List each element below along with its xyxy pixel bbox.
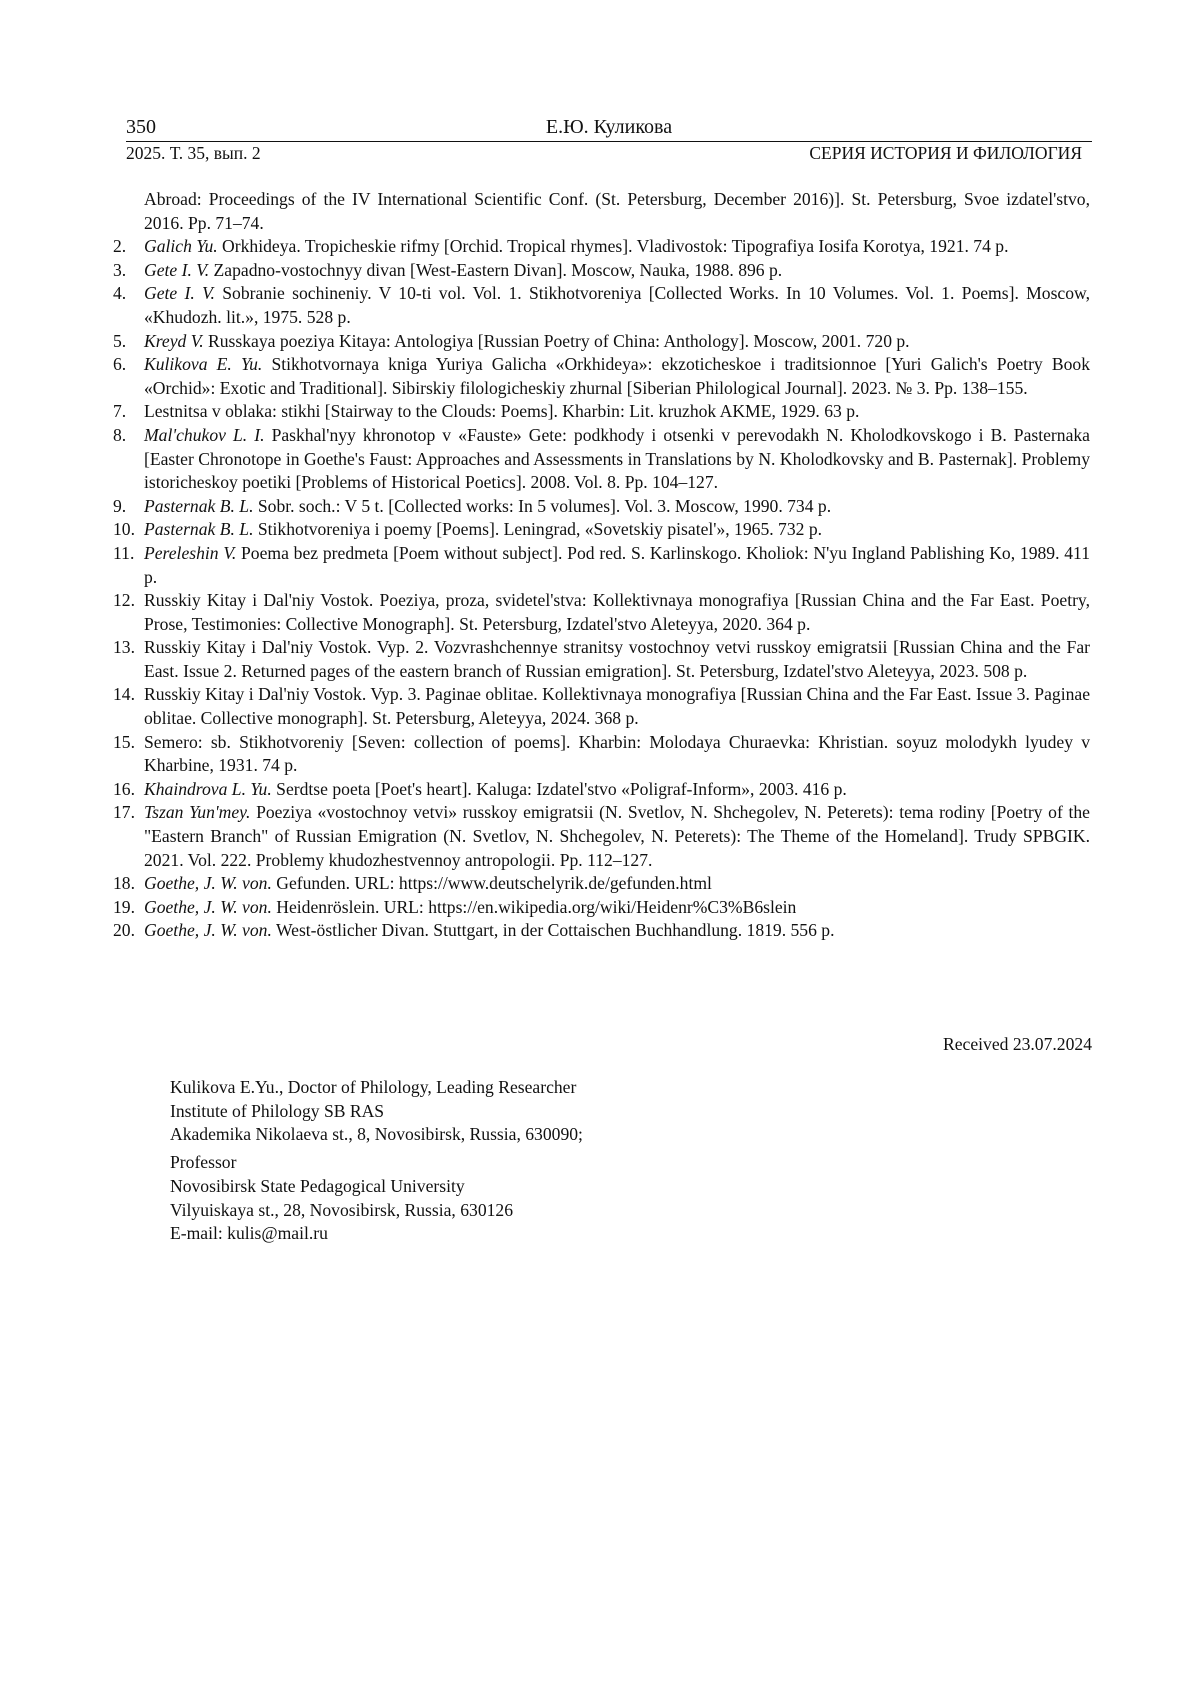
reference-author: Pasternak B. L. — [144, 496, 253, 516]
affiliation-line: Institute of Philology SB RAS — [170, 1100, 583, 1124]
reference-item — [113, 919, 1090, 943]
reference-item — [113, 896, 1090, 920]
reference-author: Khaindrova L. Yu. — [144, 779, 272, 799]
reference-item — [113, 542, 1090, 589]
reference-number: 12. — [113, 589, 135, 613]
reference-author: Galich Yu. — [144, 236, 218, 256]
header-author: Е.Ю. Куликова — [126, 114, 1092, 140]
reference-number: 6. — [113, 353, 126, 377]
reference-number: 14. — [113, 683, 135, 707]
reference-list — [113, 188, 1090, 943]
reference-item — [113, 518, 1090, 542]
reference-text: West-östlicher Divan. Stuttgart, in der Cottaischen Buchhandlung. 1819. 556 p. — [272, 920, 835, 940]
reference-text: Russkaya poeziya Kitaya: Antologiya [Russian Poetry of China: Anthology]. Moscow, 2001. 720 p. — [204, 331, 910, 351]
reference-number: 3. — [113, 259, 126, 283]
reference-number: 18. — [113, 872, 135, 896]
reference-author: Pereleshin V. — [144, 543, 236, 563]
reference-author: Mal'chukov L. I. — [144, 425, 265, 445]
reference-item — [113, 235, 1090, 259]
reference-item — [113, 801, 1090, 872]
reference-text: Stikhotvoreniya i poemy [Poems]. Leningrad, «Sovetskiy pisatel'», 1965. 732 p. — [253, 519, 822, 539]
page — [0, 0, 1200, 1698]
affiliation-line: Vilyuiskaya st., 28, Novosibirsk, Russia, 630126 — [170, 1199, 583, 1223]
reference-item — [113, 495, 1090, 519]
reference-text: Stikhotvornaya kniga Yuriya Galicha «Orkhideya»: ekzoticheskoe i traditsionnoe [Yuri Galich's Poetry Book «Orchid»: Exotic and Traditional]. Sibirskiy filologicheskiy zhurnal [Siberian Philological Journal]. 2023. № 3. Pp. 138–155. — [144, 354, 1090, 398]
reference-text: Sobr. soch.: V 5 t. [Collected works: In 5 volumes]. Vol. 3. Moscow, 1990. 734 p. — [253, 496, 831, 516]
reference-item — [113, 683, 1090, 730]
reference-number: 4. — [113, 282, 126, 306]
reference-continuation: Abroad: Proceedings of the IV International Scientific Conf. (St. Petersburg, December 2016)]. St. Petersburg, Svoe izdatel'stvo, 2016. Pp. 71–74. — [113, 188, 1090, 235]
reference-number: 17. — [113, 801, 135, 825]
reference-number: 7. — [113, 400, 126, 424]
reference-item — [113, 353, 1090, 400]
reference-text: Gefunden. URL: https://www.deutschelyrik.de/gefunden.html — [272, 873, 712, 893]
reference-number: 5. — [113, 330, 126, 354]
reference-author: Kulikova E. Yu. — [144, 354, 262, 374]
volume-info: 2025. Т. 35, вып. 2 — [126, 142, 261, 164]
reference-number: 11. — [113, 542, 134, 566]
affiliation-line: Kulikova E.Yu., Doctor of Philology, Leading Researcher — [170, 1076, 583, 1100]
reference-number: 13. — [113, 636, 135, 660]
reference-number: 9. — [113, 495, 126, 519]
reference-item — [113, 636, 1090, 683]
reference-author: Gete I. V. — [144, 260, 209, 280]
reference-item — [113, 400, 1090, 424]
reference-author: Gete I. V. — [144, 283, 215, 303]
reference-text: Russkiy Kitay i Dal'niy Vostok. Vyp. 3. Paginae oblitae. Kollektivnaya monografiya [Russian China and the Far East. Issue 3. Paginae oblitae. Collective monograph]. St. Petersburg, Aleteyya, 2024. 368 p. — [144, 684, 1090, 728]
reference-author: Kreyd V. — [144, 331, 204, 351]
reference-number: 20. — [113, 919, 135, 943]
reference-number: 2. — [113, 235, 126, 259]
reference-item — [113, 330, 1090, 354]
reference-item — [113, 282, 1090, 329]
reference-text: Semero: sb. Stikhotvoreniy [Seven: collection of poems]. Kharbin: Molodaya Churaevka: Khristian. soyuz molodykh lyudey v Kharbine, 1931. 74 p. — [144, 732, 1090, 776]
reference-author: Tszan Yun'mey. — [144, 802, 250, 822]
reference-text: Poeziya «vostochnoy vetvi» russkoy emigratsii (N. Svetlov, N. Shchegolev, N. Peterets): tema rodiny [Poetry of the "Eastern Branch" of Russian Emigration (N. Svetlov, N. Shchegolev, N. Peterets): The Theme of the Homeland]. Trudy SPBGIK. 2021. Vol. 222. Problemy khudozhestvennoy antropologii. Pp. 112–127. — [144, 802, 1090, 869]
running-header — [126, 114, 1092, 164]
reference-number: 15. — [113, 731, 135, 755]
reference-text: Russkiy Kitay i Dal'niy Vostok. Vyp. 2. Vozvrashchennye stranitsy vostochnoy vetvi russkoy emigratsii [Russian China and the Far East. Issue 2. Returned pages of the eastern branch of Russian emigration]. St. Petersburg, Izdatel'stvo Aleteyya, 2023. 508 p. — [144, 637, 1090, 681]
affiliation-line: Professor — [170, 1151, 583, 1175]
reference-text: Heidenröslein. URL: https://en.wikipedia.org/wiki/Heidenr%C3%B6slein — [272, 897, 796, 917]
reference-number: 16. — [113, 778, 135, 802]
reference-item — [113, 589, 1090, 636]
received-date: Received 23.07.2024 — [943, 1032, 1092, 1056]
reference-text: Lestnitsa v oblaka: stikhi [Stairway to the Clouds: Poems]. Kharbin: Lit. kruzhok AKME, 1929. 63 p. — [144, 401, 859, 421]
affiliation-line: E-mail: kulis@mail.ru — [170, 1222, 583, 1246]
page-number: 350 — [126, 114, 156, 140]
reference-number: 8. — [113, 424, 126, 448]
reference-author: Goethe, J. W. von. — [144, 920, 272, 940]
reference-item — [113, 731, 1090, 778]
reference-text: Zapadno-vostochnyy divan [West-Eastern Divan]. Moscow, Nauka, 1988. 896 p. — [209, 260, 782, 280]
reference-text: Orkhideya. Tropicheskie rifmy [Orchid. Tropical rhymes]. Vladivostok: Tipografiya Iosifa Korotya, 1921. 74 p. — [218, 236, 1009, 256]
series-title: СЕРИЯ ИСТОРИЯ И ФИЛОЛОГИЯ — [809, 142, 1082, 164]
reference-number: 10. — [113, 518, 135, 542]
reference-item — [113, 424, 1090, 495]
reference-number: 19. — [113, 896, 135, 920]
reference-text: Sobranie sochineniy. V 10-ti vol. Vol. 1. Stikhotvoreniya [Collected Works. In 10 Volumes. Vol. 1. Poems]. Moscow, «Khudozh. lit.», 1975. 528 p. — [144, 283, 1090, 327]
reference-author: Goethe, J. W. von. — [144, 873, 272, 893]
reference-item — [113, 778, 1090, 802]
reference-text: Paskhal'nyy khronotop v «Fauste» Gete: podkhody i otsenki v perevodakh N. Kholodkovskogo i B. Pasternaka [Easter Chronotope in Goethe's Faust: Approaches and Assessments in Translations by N. Kholodkovsky and B. Pasternak]. Problemy istoricheskoy poetiki [Problems of Historical Poetics]. 2008. Vol. 8. Pp. 104–127. — [144, 425, 1090, 492]
reference-text: Russkiy Kitay i Dal'niy Vostok. Poeziya, proza, svidetel'stva: Kollektivnaya monografiya [Russian China and the Far East. Poetry, Prose, Testimonies: Collective Monograph]. St. Petersburg, Izdatel'stvo Aleteyya, 2020. 364 p. — [144, 590, 1090, 634]
reference-item — [113, 259, 1090, 283]
author-affiliation — [170, 1076, 583, 1246]
reference-text: Serdtse poeta [Poet's heart]. Kaluga: Izdatel'stvo «Poligraf-Inform», 2003. 416 p. — [272, 779, 847, 799]
affiliation-line: Akademika Nikolaeva st., 8, Novosibirsk, Russia, 630090; — [170, 1123, 583, 1147]
reference-author: Pasternak B. L. — [144, 519, 253, 539]
reference-author: Goethe, J. W. von. — [144, 897, 272, 917]
reference-text: Poema bez predmeta [Poem without subject]. Pod red. S. Karlinskogo. Kholiok: N'yu Ingland Pablishing Ko, 1989. 411 p. — [144, 543, 1090, 587]
affiliation-line: Novosibirsk State Pedagogical University — [170, 1175, 583, 1199]
reference-item — [113, 872, 1090, 896]
